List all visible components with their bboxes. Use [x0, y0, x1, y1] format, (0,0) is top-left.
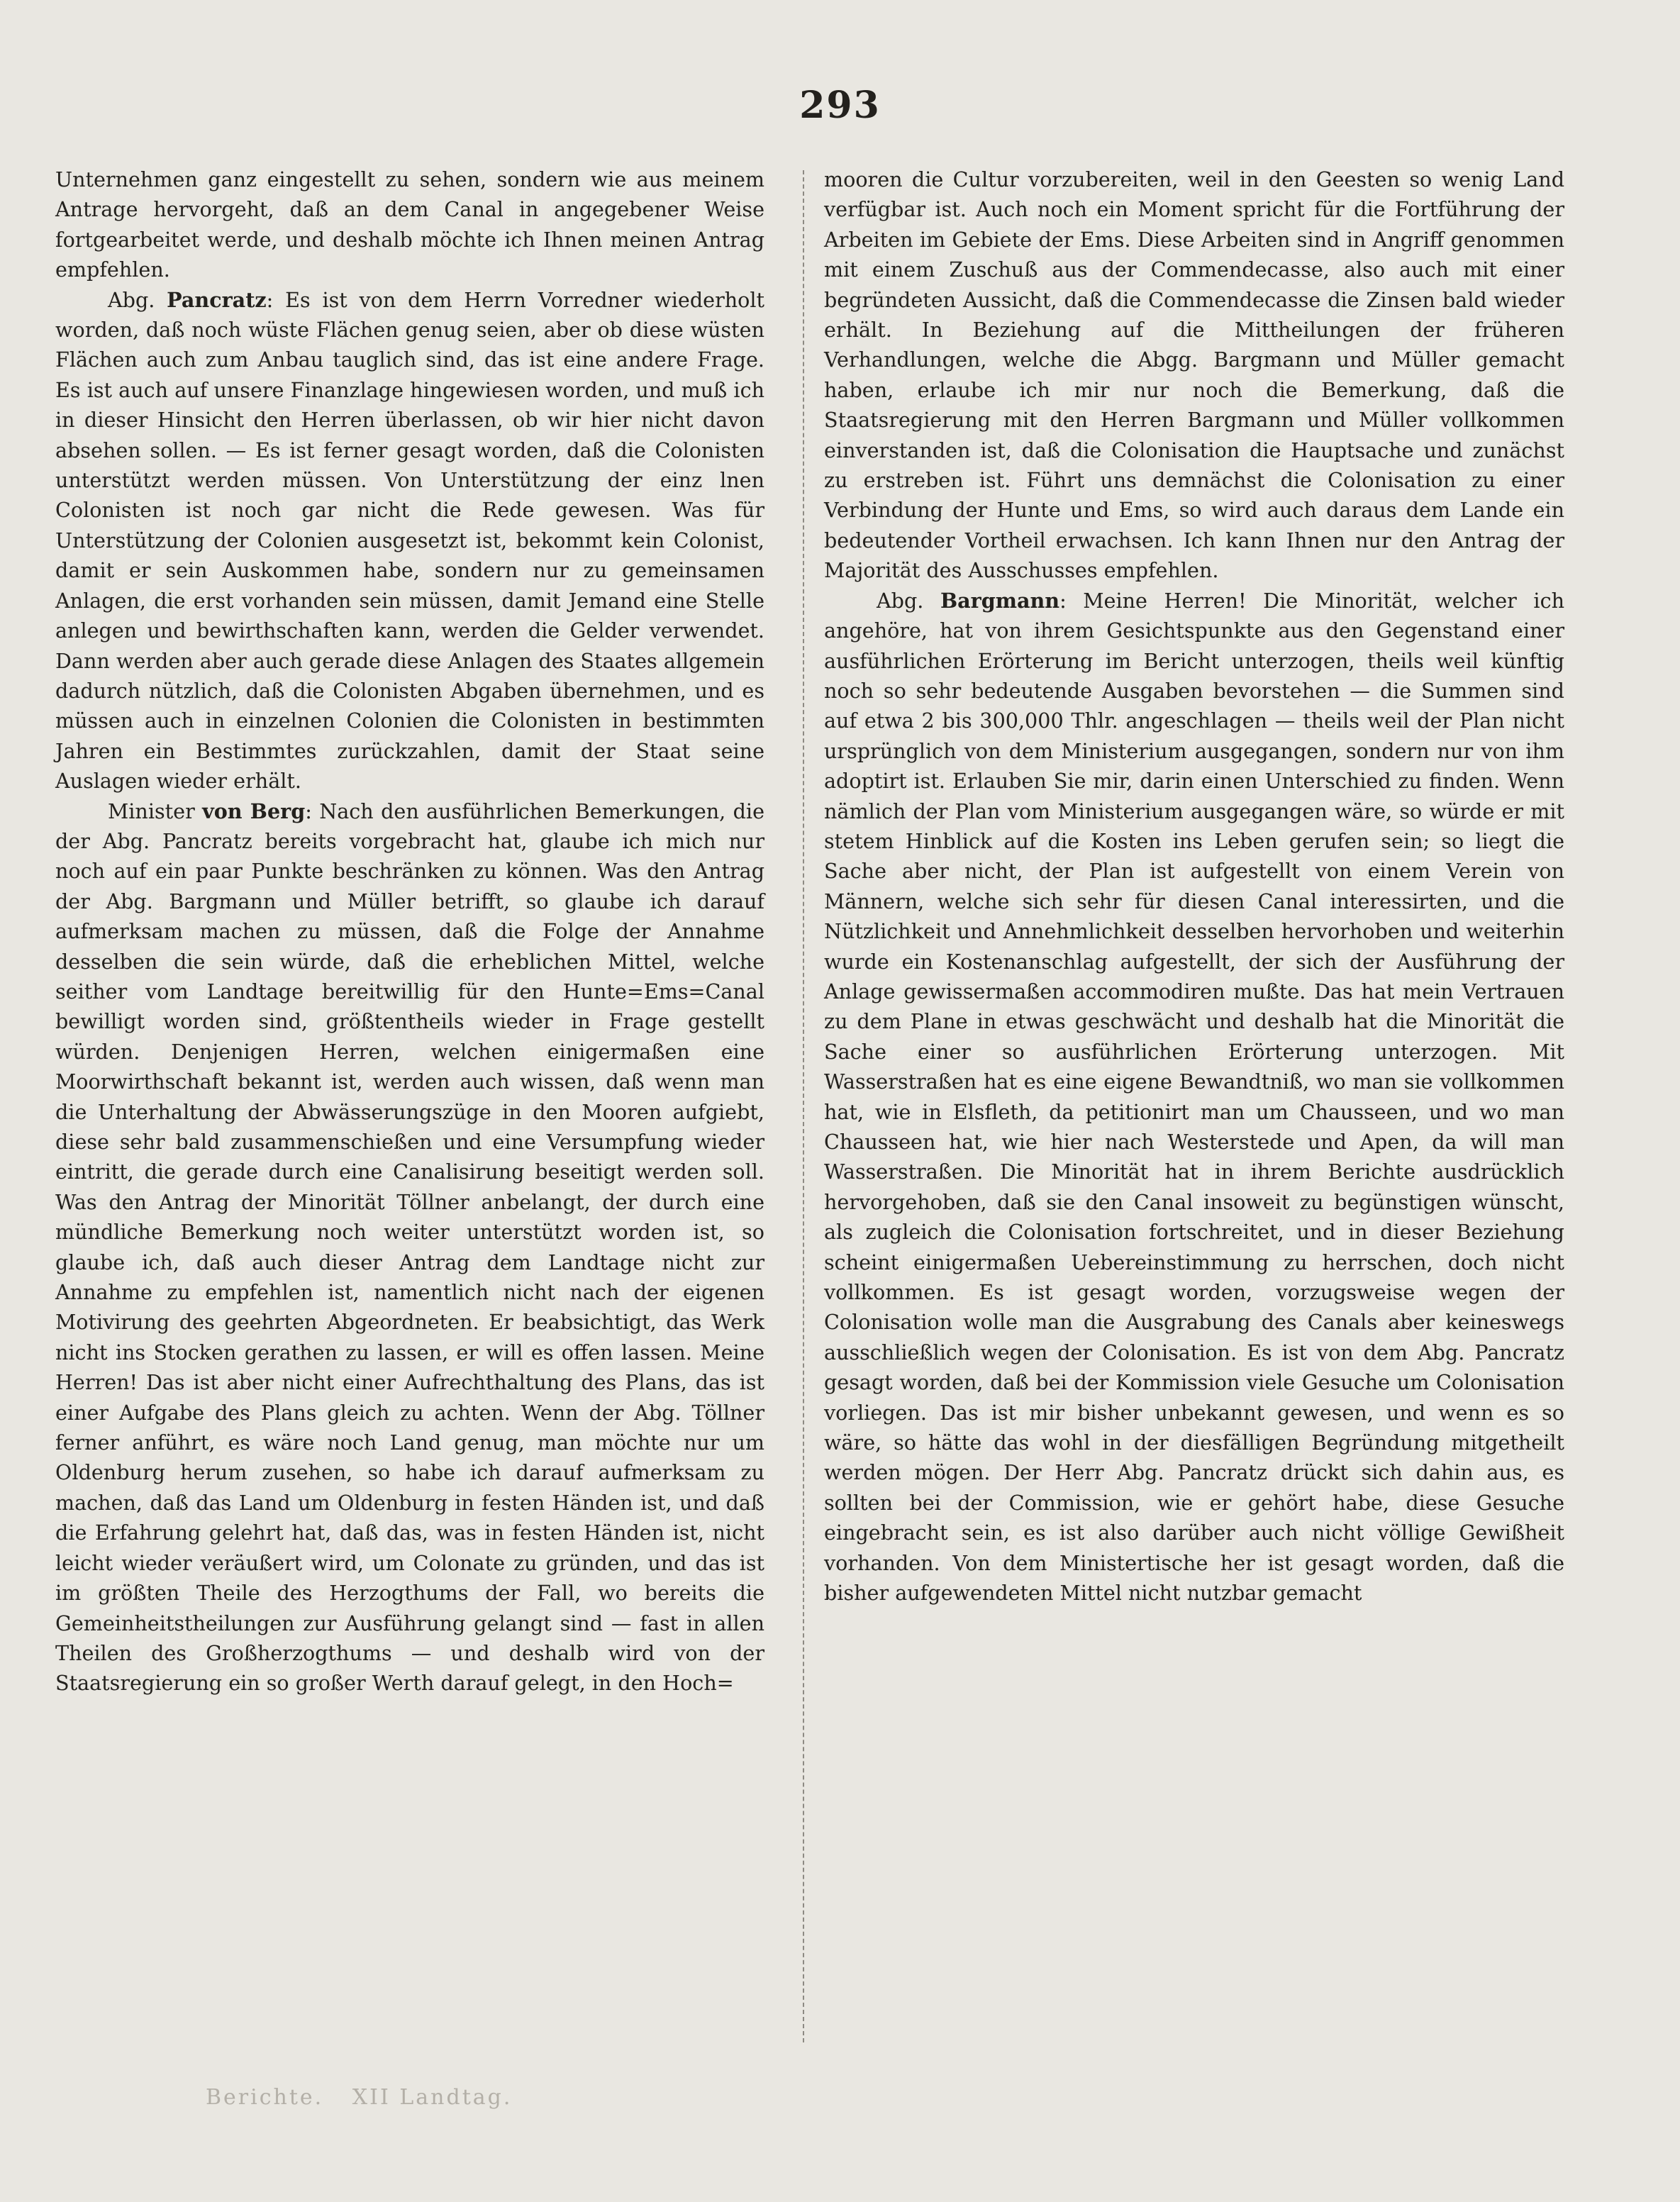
right-column: [824, 165, 1564, 1608]
speech-text: : Es ist von dem Herrn Vorredner wiederholt worden, daß noch wüste Flächen genug seien, aber ob diese wüsten Flächen auch zum Anbau tauglich sind, das ist eine andere Frage. Es ist auch auf unsere Finanzlage hingewiesen worden, und muß ich in dieser Hinsicht den Herren überlassen, ob wir hier nicht davon absehen sollen. — Es ist ferner gesagt worden, daß die Colonisten unterstützt werden müssen. Von Unterstützung der einz lnen Colonisten ist noch gar nicht die Rede gewesen. Was für Unterstützung der Colonien ausgesetzt ist, bekommt kein Colonist, damit er sein Auskommen habe, sondern nur zu gemeinsamen Anlagen, die erst vorhanden sein müssen, damit Jemand eine Stelle anlegen und bewirthschaften kann, werden die Gelder verwendet. Dann werden aber auch gerade diese Anlagen des Staates allgemein dadurch nützlich, daß die Colonisten Abgaben übernehmen, und es müssen auch in einzelnen Colonien die Colonisten in bestimmten Jahren ein Bestimmtes zurückzahlen, damit der Staat seine Auslagen wieder erhält.: [55, 287, 765, 794]
speech-paragraph: [55, 796, 764, 1698]
speech-paragraph: [824, 586, 1564, 1608]
footer-text: Berichte.: [206, 2085, 324, 2110]
left-column: [55, 165, 764, 1698]
speaker-name: von Berg: [202, 799, 306, 823]
speaker-name: Bargmann: [940, 588, 1060, 613]
speech-text: : Meine Herren! Die Minorität, welcher ich angehöre, hat von ihrem Gesichtspunkte aus den Gegenstand einer ausführlichen Erörterung im Bericht unterzogen, theils weil künftig noch so sehr bedeutende Ausgaben bevorstehen — die Summen sind auf etwa 2 bis 300,000 Thlr. angeschlagen — theils weil der Plan nicht ursprünglich von dem Ministerium ausgegangen, sondern nur von ihm adoptirt ist. Erlauben Sie mir, darin einen Unterschied zu finden. Wenn nämlich der Plan vom Ministerium ausgegangen wäre, so würde er mit stetem Hinblick auf die Kosten ins Leben gerufen sein; so liegt die Sache aber nicht, der Plan ist aufgestellt von einem Verein von Männern, welche sich sehr für diesen Canal interessirten, und die Nützlichkeit und Annehmlichkeit desselben hervorhoben und weiterhin wurde ein Kostenanschlag aufgestellt, der sich der Ausführung der Anlage gewissermaßen accommodiren mußte. Das hat mein Vertrauen zu dem Plane in etwas geschwächt und deshalb hat die Minorität die Sache einer so ausführlichen Erörterung unterzogen. Mit Wasserstraßen hat es eine eigene Bewandtniß, wo man sie vollkommen hat, wie in Elsfleth, da petitionirt man um Chausseen, und wo man Chausseen hat, wie hier nach Westerstede und Apen, da will man Wasserstraßen. Die Minorität hat in ihrem Berichte ausdrücklich hervorgehoben, daß sie den Canal insoweit zu begünstigen wünscht, als zugleich die Colonisation fortschreitet, und in dieser Beziehung scheint einigermaßen Uebereinstimmung zu herrschen, doch nicht vollkommen. Es ist gesagt worden, vorzugsweise wegen der Colonisation wolle man die Ausgrabung des Canals aber keineswegs ausschließlich wegen der Colonisation. Es ist von dem Abg. Pancratz gesagt worden, daß bei der Kommission viele Gesuche um Colonisation vorliegen. Das ist mir bisher unbekannt gewesen, und wenn es so wäre, so hätte das wohl in der diesfälligen Begründung mitgetheilt werden mögen. Der Herr Abg. Pancratz drückt sich dahin aus, es sollten bei der Commission, wie er gehört habe, diese Gesuche eingebracht sein, es ist also darüber auch nicht völlige Gewißheit vorhanden. Von dem Ministertische her ist gesagt worden, daß die bisher aufgewendeten Mittel nicht nutzbar gemacht: [824, 588, 1564, 1606]
speaker-title: Minister: [108, 799, 203, 823]
speech-paragraph: [55, 285, 764, 796]
paragraph-continuation: mooren die Cultur vorzubereiten, weil in den Geesten so wenig Land verfügbar ist. Auch noch ein Moment spricht für die Fortführung der Arbeiten im Gebiete der Ems. Diese Arbeiten sind in Angriff genommen mit einem Zuschuß aus der Commendecasse, also auch mit einer begründeten Aussicht, daß die Commendecasse die Zinsen bald wieder erhält. In Beziehung auf die Mittheilungen der früheren Verhandlungen, welche die Abgg. Bargmann und Müller gemacht haben, erlaube ich mir nur noch die Bemerkung, daß die Staatsregierung mit den Herren Bargmann und Müller vollkommen einverstanden ist, daß die Colonisation die Hauptsache und zunächst zu erstreben ist. Führt uns demnächst die Colonisation zu einer Verbindung der Hunte und Ems, so wird auch daraus dem Lande ein bedeutender Vortheil erwachsen. Ich kann Ihnen nur den Antrag der Majorität des Ausschusses empfehlen.: [824, 167, 1564, 583]
bleed-through-footer: [206, 2085, 532, 2110]
footer-text: XII Landtag.: [352, 2085, 513, 2110]
page-number: 293: [799, 84, 881, 127]
speaker-title: Abg.: [877, 588, 940, 613]
column-divider: [803, 170, 806, 2042]
speaker-title: Abg.: [108, 287, 167, 312]
speech-text: : Nach den ausführlichen Bemerkungen, die der Abg. Pancratz bereits vorgebracht hat, glaube ich mich nur noch auf ein paar Punkte beschränken zu können. Was den Antrag der Abg. Bargmann und Müller betrifft, so glaube ich darauf aufmerksam machen zu müssen, daß die Folge der Annahme desselben die sein würde, daß die erheblichen Mittel, welche seither vom Landtage bereitwillig für den Hunte=Ems=Canal bewilligt worden sind, größtentheils wieder in Frage gestellt würden. Denjenigen Herren, welchen einigermaßen eine Moorwirthschaft bekannt ist, werden auch wissen, daß wenn man die Unterhaltung der Abwässerungszüge in den Mooren aufgiebt, diese sehr bald zusammenschießen und eine Versumpfung wieder eintritt, die gerade durch eine Canalisirung beseitigt werden soll. Was den Antrag der Minorität Töllner anbelangt, der durch eine mündliche Bemerkung noch weiter unterstützt worden ist, so glaube ich, daß auch dieser Antrag dem Landtage nicht zur Annahme zu empfehlen ist, namentlich nicht nach der eigenen Motivirung des geehrten Abgeordneten. Er beabsichtigt, das Werk nicht ins Stocken gerathen zu lassen, er will es offen lassen. Meine Herren! Das ist aber nicht einer Aufrechthaltung des Plans, das ist einer Aufgabe des Plans gleich zu achten. Wenn der Abg. Töllner ferner anführt, es wäre noch Land genug, man möchte nur um Oldenburg herum zusehen, so habe ich darauf aufmerksam zu machen, daß das Land um Oldenburg in festen Händen ist, und daß die Erfahrung gelehrt hat, daß das, was in festen Händen ist, nicht leicht wieder veräußert wird, um Colonate zu gründen, und das ist im größten Theile des Herzogthums der Fall, wo bereits die Gemeinheitstheilungen zur Ausführung gelangt sind — fast in allen Theilen des Großherzogthums — und deshalb wird von der Staatsregierung ein so großer Werth darauf gelegt, in den Hoch=: [55, 799, 764, 1696]
speaker-name: Pancratz: [167, 287, 267, 312]
paragraph-continuation: Unternehmen ganz eingestellt zu sehen, sondern wie aus meinem Antrage hervorgeht, daß an dem Canal in angegebener Weise fortgearbeitet werde, und deshalb möchte ich Ihnen meinen Antrag empfehlen.: [55, 167, 764, 282]
